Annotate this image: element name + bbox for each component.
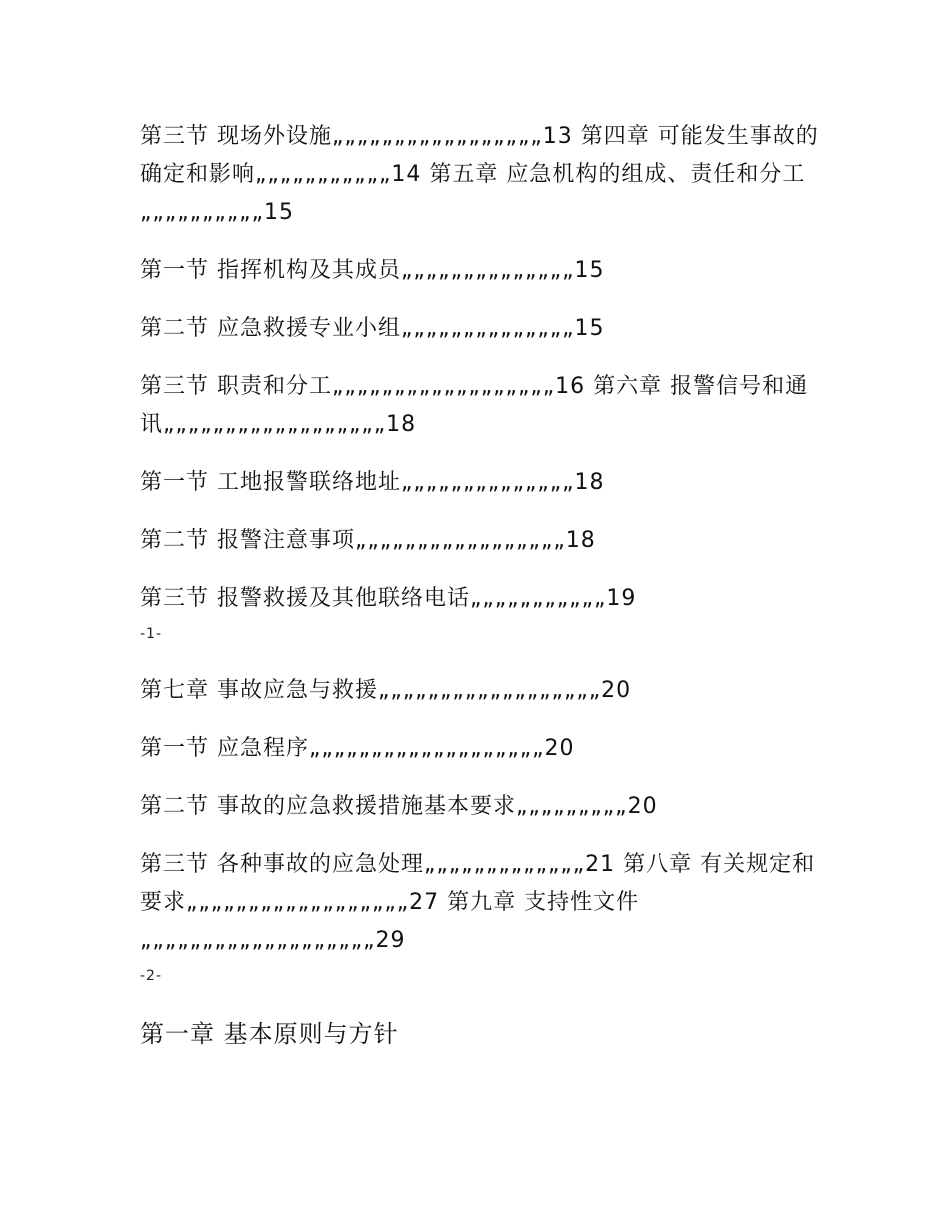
toc-entry: 第二节 事故的应急救援措施基本要求„„„„„„„„„20 xyxy=(140,794,658,819)
toc-entry: 第三节 现场外设施„„„„„„„„„„„„„„„„„13 第四章 可能发生事故的确定和影响„„„„„„„„„„„14 第五章 应急机构的组成、责任和分工„„„„„„„„„„15 xyxy=(140,124,819,225)
page-number: -2- xyxy=(140,968,163,984)
toc-entry: 第三节 职责和分工„„„„„„„„„„„„„„„„„„16 第六章 报警信号和通讯„„„„„„„„„„„„„„„„„„18 xyxy=(140,374,809,437)
toc-entry: 第二节 应急救援专业小组„„„„„„„„„„„„„„15 xyxy=(140,316,605,341)
toc-entry: 第七章 事故应急与救援„„„„„„„„„„„„„„„„„„20 xyxy=(140,678,632,703)
toc-entry: 第三节 报警救援及其他联络电话„„„„„„„„„„„19 xyxy=(140,586,637,611)
toc-entry: 第一节 应急程序„„„„„„„„„„„„„„„„„„„20 xyxy=(140,736,575,761)
toc-entry: 第三节 各种事故的应急处理„„„„„„„„„„„„„21 第八章 有关规定和要求„„„„„„„„„„„„„„„„„„27 第九章 支持性文件„„„„„„„„„„„„„„„„„„„29 xyxy=(140,852,816,953)
toc-entry: 第一节 指挥机构及其成员„„„„„„„„„„„„„„15 xyxy=(140,258,605,283)
chapter-heading: 第一章 基本原则与方针 xyxy=(140,1020,399,1048)
document-page xyxy=(140,118,820,1054)
toc-entry: 第二节 报警注意事项„„„„„„„„„„„„„„„„„18 xyxy=(140,528,596,553)
page-number: -1- xyxy=(140,626,163,642)
toc-entry: 第一节 工地报警联络地址„„„„„„„„„„„„„„18 xyxy=(140,470,605,495)
